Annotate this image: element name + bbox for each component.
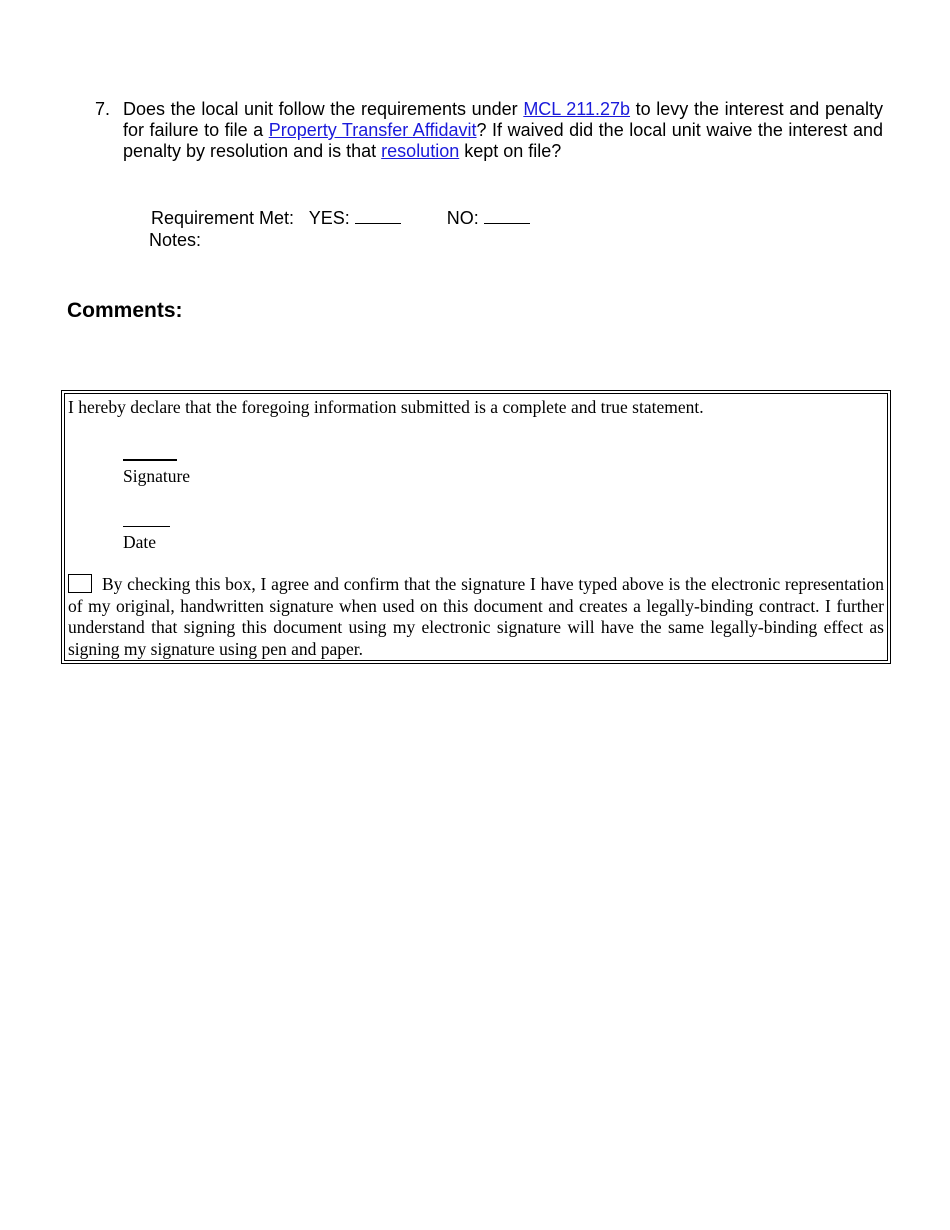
question-7 xyxy=(95,99,883,162)
yes-label: YES: xyxy=(308,208,350,228)
agreement-paragraph xyxy=(68,574,884,660)
signature-label: Signature xyxy=(123,466,191,486)
question-text-part-1: Does the local unit follow the requirements under xyxy=(123,99,524,119)
question-number: 7. xyxy=(95,99,111,119)
question-text xyxy=(123,99,883,162)
question-text-part-2: to levy the interest and penalty for failure to file a xyxy=(123,99,883,140)
declaration-statement: I hereby declare that the foregoing information submitted is a complete and true statement. xyxy=(68,397,704,417)
no-blank-field[interactable] xyxy=(484,207,530,224)
agreement-text: By checking this box, I agree and confirm that the signature I have typed above is the electronic representation of my original, handwritten signature when used on this document and creates a legally-binding contract. I further understand that signing this document using my electronic signature will have the same legally-binding effect as signing my signature using pen and paper. xyxy=(68,574,884,659)
no-label: NO: xyxy=(446,208,479,228)
notes-label: Notes: xyxy=(149,230,202,250)
declaration-inner-frame xyxy=(64,393,888,661)
mcl-211-27b-link[interactable]: MCL 211.27b xyxy=(523,99,631,119)
comments-heading: Comments: xyxy=(67,299,183,322)
question-text-part-3: ? If waived did the local unit waive the interest and penalty by resolution and is that xyxy=(123,120,883,161)
date-label: Date xyxy=(123,532,157,552)
question-text-part-4: kept on file? xyxy=(459,141,562,161)
requirement-met-label: Requirement Met: xyxy=(151,208,295,228)
resolution-link[interactable]: resolution xyxy=(381,141,460,161)
requirement-met-row xyxy=(151,207,530,229)
yes-blank-field[interactable] xyxy=(355,207,401,224)
property-transfer-affidavit-link[interactable]: Property Transfer Affidavit xyxy=(268,120,477,140)
date-field[interactable] xyxy=(123,526,170,527)
agree-checkbox[interactable] xyxy=(68,574,92,593)
signature-field[interactable] xyxy=(123,459,177,461)
declaration-box xyxy=(61,390,891,664)
